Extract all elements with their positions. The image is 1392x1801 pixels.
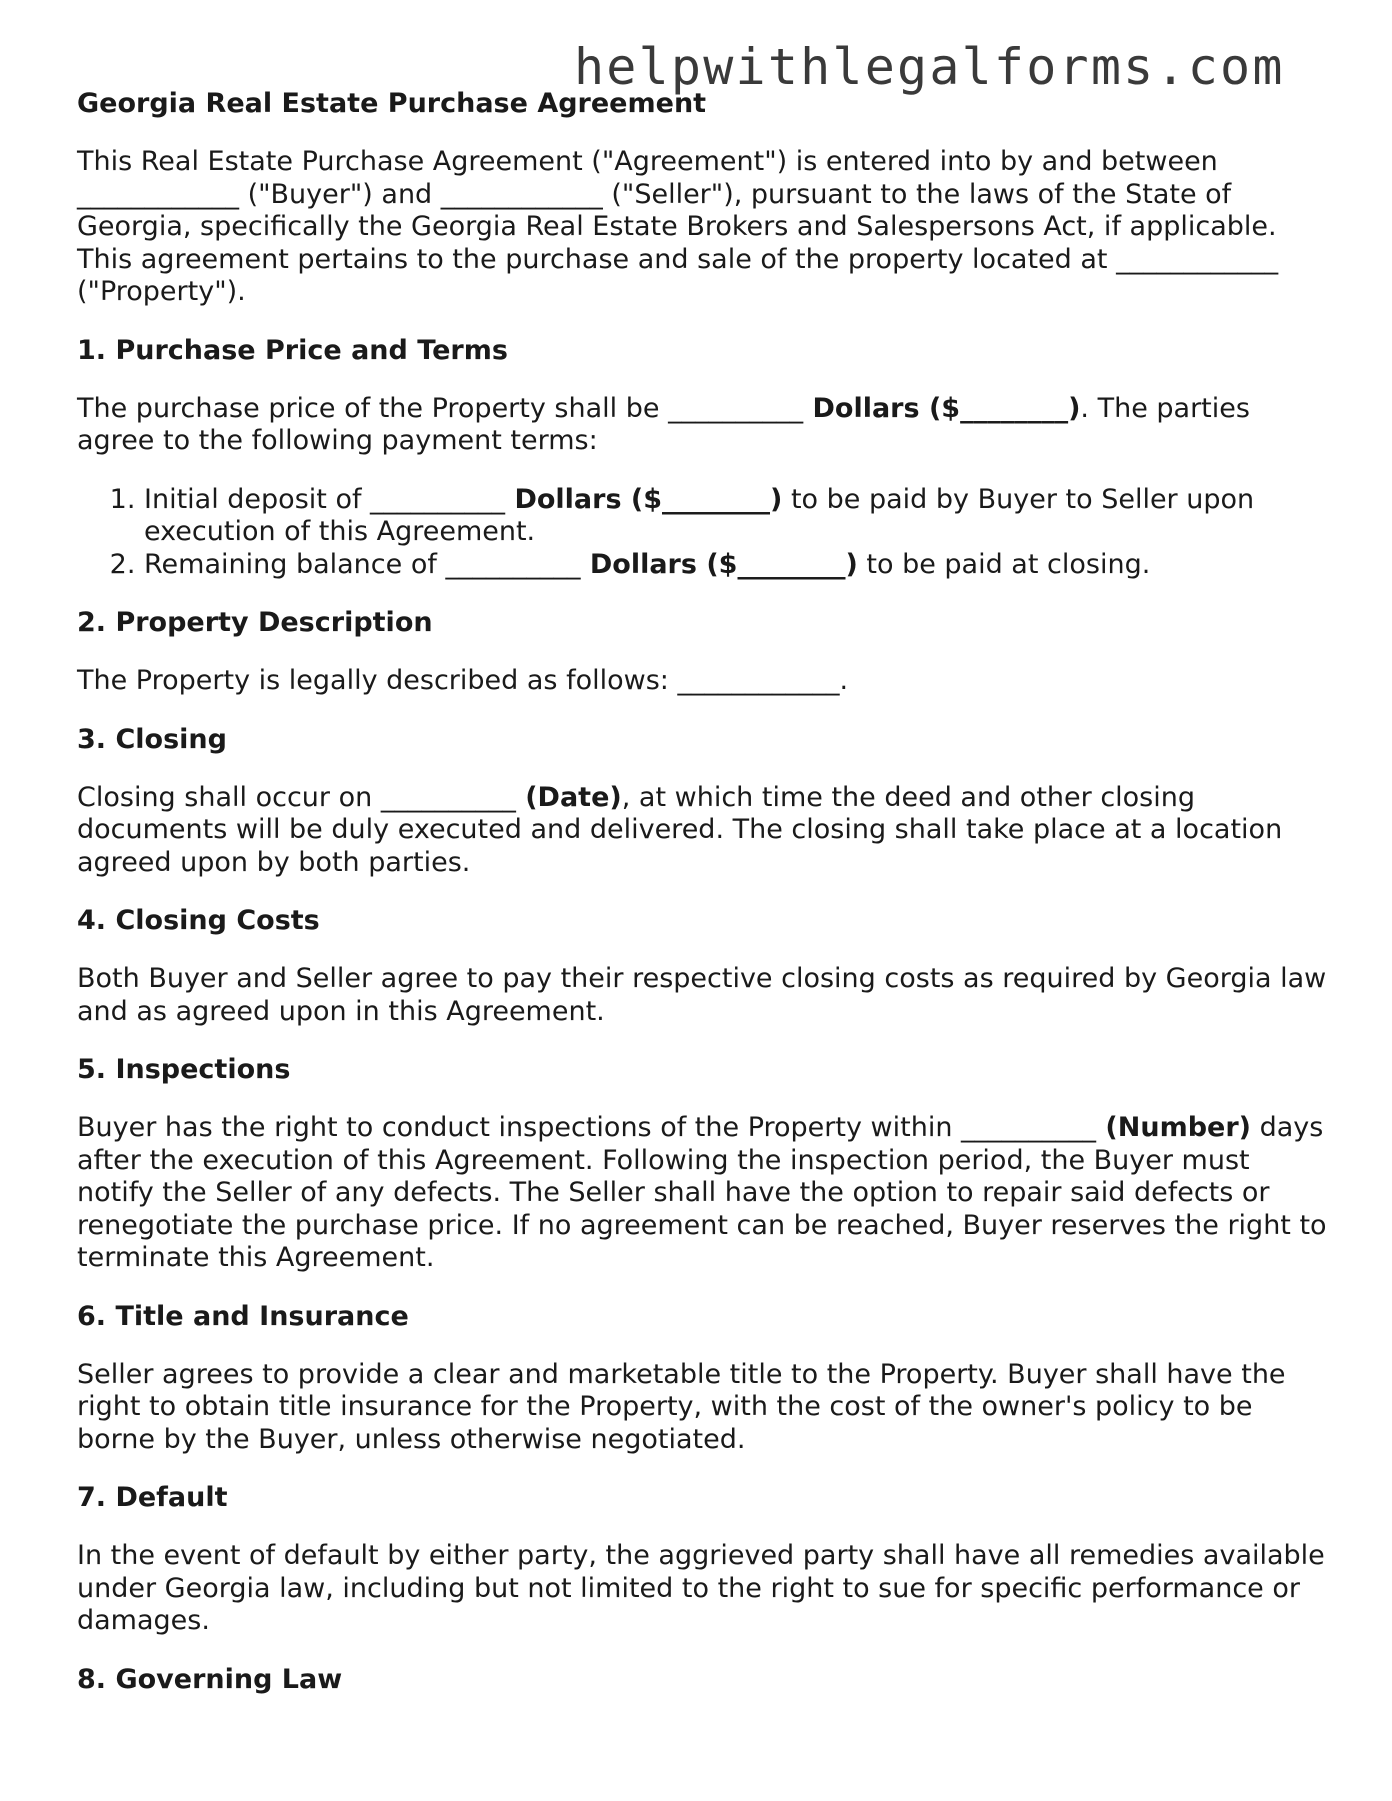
section-heading-closing-costs: 4. Closing Costs (77, 905, 320, 936)
purchase-price-paragraph (77, 393, 1332, 458)
list-item (144, 484, 1332, 549)
closing-text-2: , at which time the deed and other closing documents will be duly executed and delivered. The closing shall take place at a location agreed upon by both parties. (77, 781, 1283, 878)
balance-text-1: Remaining balance of (144, 548, 446, 580)
inspection-days-blank: __________ (961, 1112, 1097, 1143)
inspections-text-1: Buyer has the right to conduct inspections of the Property within (77, 1112, 962, 1143)
closing-text-1: Closing shall occur on (77, 781, 381, 813)
section-heading-closing: 3. Closing (77, 723, 227, 755)
purchase-price-text-1: The purchase price of the Property shall be (77, 392, 669, 424)
inspection-days-label: (Number) (1096, 1112, 1252, 1143)
intro-text-2: ("Buyer") and (239, 178, 441, 210)
intro-text-4: ("Property"). (77, 276, 246, 307)
deposit-text-1: Initial deposit of (144, 483, 371, 515)
closing-date-label: (Date) (515, 781, 622, 813)
section-heading-purchase-price: 1. Purchase Price and Terms (77, 334, 508, 366)
buyer-name-blank: ____________ (77, 178, 239, 210)
purchase-price-text-2: . The parties agree to the following payment terms: (77, 392, 1250, 456)
property-description-paragraph: The Property is legally described as follows: ____________. (77, 665, 849, 696)
deposit-words-blank: __________ (370, 483, 506, 515)
balance-text-2: to be paid at closing. (857, 548, 1151, 580)
intro-text-3: ("Seller"), pursuant to the laws of the State of Georgia, specifically the Georgia Real Estate Brokers and Salespersons Act, if applicable. This agreement pertains to the purchase and sale of the property located at (77, 178, 1277, 275)
purchase-price-dollars-blank: Dollars ($________) (803, 392, 1081, 424)
seller-name-blank: ____________ (440, 178, 603, 210)
property-address-blank: ____________ (1116, 243, 1279, 275)
inspections-text-2: days after the execution of this Agreement. Following the inspection period, the Buyer must notify the Seller of any defects. The Seller shall have the option to repair said defects or renegotiate the purchase price. If no agreement can be reached, Buyer reserves the right to terminate this Agreement. (77, 1112, 1327, 1273)
document-title: Georgia Real Estate Purchase Agreement (77, 88, 707, 119)
section-heading-title-insurance: 6. Title and Insurance (77, 1300, 409, 1332)
list-item (144, 549, 1332, 582)
closing-paragraph (77, 782, 1332, 880)
deposit-text-2: to be paid by Buyer to Seller upon execution of this Agreement. (144, 483, 1255, 547)
document-page (77, 88, 1332, 1722)
purchase-price-words-blank: __________ (668, 392, 804, 424)
section-heading-default: 7. Default (77, 1482, 228, 1513)
inspections-paragraph (77, 1112, 1332, 1275)
default-paragraph: In the event of default by either party, the aggrieved party shall have all remedies available under Georgia law, including but not limited to the right to sue for specific performance or damages. (77, 1540, 1325, 1636)
title-insurance-paragraph: Seller agrees to provide a clear and marketable title to the Property. Buyer shall have the right to obtain title insurance for the Property, with the cost of the owner's policy to be borne by the Buyer, unless otherwise negotiated. (77, 1358, 1286, 1455)
deposit-dollars-blank: Dollars ($________) (505, 483, 783, 515)
section-heading-property-description: 2. Property Description (77, 607, 433, 638)
closing-date-blank: __________ (380, 781, 516, 813)
intro-text-1: This Real Estate Purchase Agreement ("Agreement") is entered into by and between (77, 146, 1218, 177)
balance-dollars-blank: Dollars ($________) (580, 548, 858, 580)
payment-terms-list (77, 484, 1332, 582)
intro-paragraph (77, 146, 1332, 309)
watermark-text: helpwithlegalforms.com (574, 38, 1285, 96)
closing-costs-paragraph: Both Buyer and Seller agree to pay their respective closing costs as required by Georgia law and as agreed upon in this Agreement. (77, 963, 1327, 1027)
balance-words-blank: __________ (445, 548, 581, 580)
section-heading-governing-law: 8. Governing Law (77, 1663, 343, 1695)
section-heading-inspections: 5. Inspections (77, 1054, 291, 1085)
